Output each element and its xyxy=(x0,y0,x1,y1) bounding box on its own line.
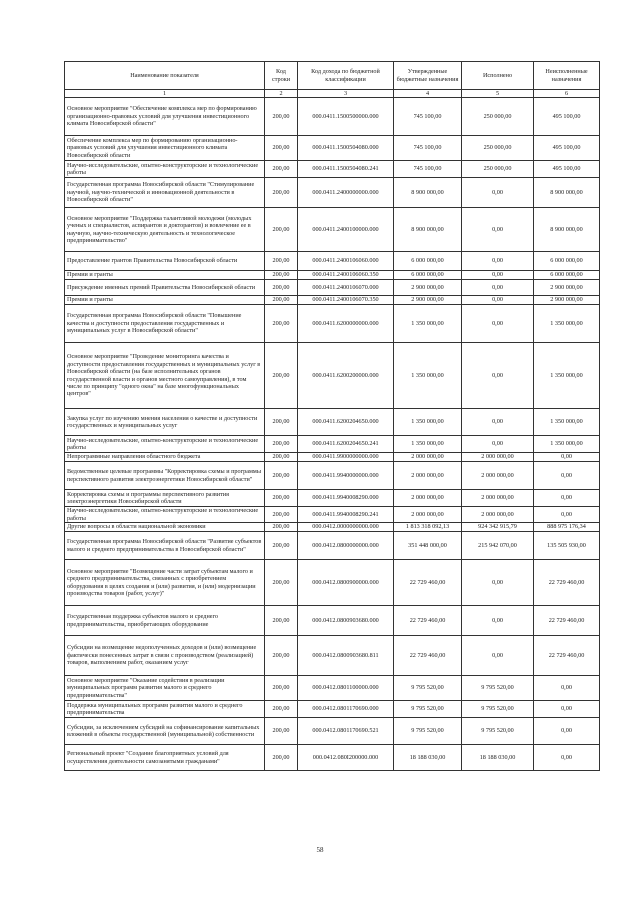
executed-amount-cell: 0,00 xyxy=(462,436,534,453)
unexecuted-amount-cell: 2 900 000,00 xyxy=(534,280,600,296)
table-row xyxy=(65,560,600,606)
executed-amount-cell: 2 000 000,00 xyxy=(462,507,534,523)
approved-amount-cell: 6 000 000,00 xyxy=(394,271,462,280)
income-code-cell: 000.0412.0801170690.521 xyxy=(298,718,394,745)
header-approved: Утвержденные бюджетные назначения xyxy=(394,62,462,90)
line-code-cell: 200,00 xyxy=(265,490,298,507)
unexecuted-amount-cell: 8 900 000,00 xyxy=(534,178,600,208)
table-header-row xyxy=(65,62,600,90)
table-row xyxy=(65,252,600,271)
column-number: 5 xyxy=(462,90,534,98)
executed-amount-cell: 0,00 xyxy=(462,560,534,606)
indicator-name-cell: Другие вопросы в области национальной экономики xyxy=(65,523,265,532)
line-code-cell: 200,00 xyxy=(265,462,298,490)
executed-amount-cell: 9 795 520,00 xyxy=(462,701,534,718)
indicator-name-cell: Премии и гранты xyxy=(65,296,265,305)
line-code-cell: 200,00 xyxy=(265,409,298,436)
unexecuted-amount-cell: 6 000 000,00 xyxy=(534,252,600,271)
table-row xyxy=(65,701,600,718)
table-row xyxy=(65,523,600,532)
line-code-cell: 200,00 xyxy=(265,507,298,523)
table-row xyxy=(65,343,600,409)
income-code-cell: 000.0411.1500504080.241 xyxy=(298,161,394,178)
column-number: 1 xyxy=(65,90,265,98)
income-code-cell: 000.0412.0800903680.000 xyxy=(298,606,394,636)
income-code-cell: 000.0411.6200000000.000 xyxy=(298,305,394,343)
budget-table-container xyxy=(64,61,599,771)
budget-execution-table xyxy=(64,61,600,771)
table-row xyxy=(65,745,600,771)
indicator-name-cell: Корректировка схемы и программы перспективного развития электроэнергетики Новосибирской области xyxy=(65,490,265,507)
executed-amount-cell: 18 188 030,00 xyxy=(462,745,534,771)
income-code-cell: 000.0411.9900000000.000 xyxy=(298,453,394,462)
executed-amount-cell: 250 000,00 xyxy=(462,136,534,161)
executed-amount-cell: 0,00 xyxy=(462,280,534,296)
line-code-cell: 200,00 xyxy=(265,436,298,453)
unexecuted-amount-cell: 0,00 xyxy=(534,701,600,718)
table-body xyxy=(65,98,600,771)
indicator-name-cell: Обеспечение комплекса мер по формированию организационно-правовых условий для улучшения инвестиционного климата Новосибирской области xyxy=(65,136,265,161)
income-code-cell: 000.0411.2400106060.000 xyxy=(298,252,394,271)
approved-amount-cell: 8 900 000,00 xyxy=(394,208,462,252)
indicator-name-cell: Научно-исследовательские, опытно-конструкторские и технологические работы xyxy=(65,507,265,523)
executed-amount-cell: 9 795 520,00 xyxy=(462,676,534,701)
line-code-cell: 200,00 xyxy=(265,745,298,771)
column-number: 4 xyxy=(394,90,462,98)
approved-amount-cell: 2 000 000,00 xyxy=(394,453,462,462)
indicator-name-cell: Научно-исследовательские, опытно-конструкторские и технологические работы xyxy=(65,436,265,453)
approved-amount-cell: 18 188 030,00 xyxy=(394,745,462,771)
unexecuted-amount-cell: 22 729 460,00 xyxy=(534,636,600,676)
header-indicator-name: Наименование показателя xyxy=(65,62,265,90)
indicator-name-cell: Региональный проект "Создание благоприятных условий для осуществления деятельности самозанятыми гражданами" xyxy=(65,745,265,771)
header-executed: Исполнено xyxy=(462,62,534,90)
unexecuted-amount-cell: 1 350 000,00 xyxy=(534,409,600,436)
income-code-cell: 000.0411.2400106070.350 xyxy=(298,296,394,305)
indicator-name-cell: Премии и гранты xyxy=(65,271,265,280)
line-code-cell: 200,00 xyxy=(265,305,298,343)
table-row xyxy=(65,462,600,490)
approved-amount-cell: 9 795 520,00 xyxy=(394,701,462,718)
line-code-cell: 200,00 xyxy=(265,161,298,178)
income-code-cell: 000.0412.0801170690.000 xyxy=(298,701,394,718)
indicator-name-cell: Основное мероприятие "Поддержка талантливой молодежи (молодых ученых и специалистов, аспирантов и докторантов) и вовлечение ее в научную, научно-техническую деятельность и технологическое предпринимательство" xyxy=(65,208,265,252)
unexecuted-amount-cell: 0,00 xyxy=(534,507,600,523)
approved-amount-cell: 2 000 000,00 xyxy=(394,507,462,523)
income-code-cell: 000.0411.2400100000.000 xyxy=(298,208,394,252)
table-row xyxy=(65,532,600,560)
line-code-cell: 200,00 xyxy=(265,606,298,636)
income-code-cell: 000.0411.1500504080.000 xyxy=(298,136,394,161)
indicator-name-cell: Основное мероприятие "Возмещение части затрат субъектам малого и среднего предпринимательства, связанных с приобретением оборудования в целях создания и (или) развития, и (или) модернизации производства товаров (работ, услуг)" xyxy=(65,560,265,606)
table-row xyxy=(65,178,600,208)
indicator-name-cell: Государственная программа Новосибирской области "Повышение качества и доступности предоставления государственных и муниципальных услуг в Новосибирской области" xyxy=(65,305,265,343)
unexecuted-amount-cell: 495 100,00 xyxy=(534,136,600,161)
unexecuted-amount-cell: 22 729 460,00 xyxy=(534,606,600,636)
indicator-name-cell: Государственная программа Новосибирской области "Стимулирование научной, научно-технической и инновационной деятельности в Новосибирской области" xyxy=(65,178,265,208)
approved-amount-cell: 745 100,00 xyxy=(394,98,462,136)
line-code-cell: 200,00 xyxy=(265,676,298,701)
executed-amount-cell: 924 342 915,79 xyxy=(462,523,534,532)
unexecuted-amount-cell: 0,00 xyxy=(534,676,600,701)
line-code-cell: 200,00 xyxy=(265,208,298,252)
income-code-cell: 000.0411.6200204650.000 xyxy=(298,409,394,436)
income-code-cell: 000.0411.6200200000.000 xyxy=(298,343,394,409)
approved-amount-cell: 1 813 318 092,13 xyxy=(394,523,462,532)
executed-amount-cell: 0,00 xyxy=(462,305,534,343)
line-code-cell: 200,00 xyxy=(265,252,298,271)
unexecuted-amount-cell: 6 000 000,00 xyxy=(534,271,600,280)
line-code-cell: 200,00 xyxy=(265,701,298,718)
approved-amount-cell: 6 000 000,00 xyxy=(394,252,462,271)
header-line-code: Код строки xyxy=(265,62,298,90)
indicator-name-cell: Основное мероприятие "Обеспечение комплекса мер по формированию организационно-правовых условий для улучшения инвестиционного климата Новосибирской области" xyxy=(65,98,265,136)
income-code-cell: 000.0412.0800000000.000 xyxy=(298,532,394,560)
executed-amount-cell: 215 942 070,00 xyxy=(462,532,534,560)
line-code-cell: 200,00 xyxy=(265,532,298,560)
table-row xyxy=(65,436,600,453)
unexecuted-amount-cell: 0,00 xyxy=(534,745,600,771)
executed-amount-cell: 0,00 xyxy=(462,271,534,280)
income-code-cell: 000.0412.0800903680.811 xyxy=(298,636,394,676)
table-row xyxy=(65,98,600,136)
column-number: 6 xyxy=(534,90,600,98)
unexecuted-amount-cell: 0,00 xyxy=(534,453,600,462)
table-row xyxy=(65,453,600,462)
column-number: 2 xyxy=(265,90,298,98)
income-code-cell: 000.0411.2400106070.000 xyxy=(298,280,394,296)
line-code-cell: 200,00 xyxy=(265,271,298,280)
table-row xyxy=(65,305,600,343)
table-row xyxy=(65,676,600,701)
line-code-cell: 200,00 xyxy=(265,136,298,161)
approved-amount-cell: 9 795 520,00 xyxy=(394,718,462,745)
unexecuted-amount-cell: 495 100,00 xyxy=(534,161,600,178)
line-code-cell: 200,00 xyxy=(265,343,298,409)
indicator-name-cell: Научно-исследовательские, опытно-конструкторские и технологические работы xyxy=(65,161,265,178)
indicator-name-cell: Субсидии, за исключением субсидий на софинансирование капитальных вложений в объекты государственной (муниципальной) собственности xyxy=(65,718,265,745)
approved-amount-cell: 2 000 000,00 xyxy=(394,462,462,490)
line-code-cell: 200,00 xyxy=(265,560,298,606)
table-row xyxy=(65,271,600,280)
approved-amount-cell: 9 795 520,00 xyxy=(394,676,462,701)
executed-amount-cell: 0,00 xyxy=(462,409,534,436)
income-code-cell: 000.0411.2400106060.350 xyxy=(298,271,394,280)
table-row xyxy=(65,136,600,161)
table-row xyxy=(65,718,600,745)
table-row xyxy=(65,507,600,523)
table-row xyxy=(65,636,600,676)
header-unexecuted: Неисполненные назначения xyxy=(534,62,600,90)
approved-amount-cell: 22 729 460,00 xyxy=(394,636,462,676)
income-code-cell: 000.0411.2400000000.000 xyxy=(298,178,394,208)
unexecuted-amount-cell: 135 505 930,00 xyxy=(534,532,600,560)
approved-amount-cell: 1 350 000,00 xyxy=(394,343,462,409)
unexecuted-amount-cell: 0,00 xyxy=(534,462,600,490)
approved-amount-cell: 2 900 000,00 xyxy=(394,280,462,296)
income-code-cell: 000.0412.0800900000.000 xyxy=(298,560,394,606)
line-code-cell: 200,00 xyxy=(265,296,298,305)
income-code-cell: 000.0412.0801100000.000 xyxy=(298,676,394,701)
approved-amount-cell: 351 448 000,00 xyxy=(394,532,462,560)
line-code-cell: 200,00 xyxy=(265,280,298,296)
line-code-cell: 200,00 xyxy=(265,453,298,462)
executed-amount-cell: 0,00 xyxy=(462,296,534,305)
income-code-cell: 000.0412.080I200000.000 xyxy=(298,745,394,771)
executed-amount-cell: 2 000 000,00 xyxy=(462,462,534,490)
column-number: 3 xyxy=(298,90,394,98)
column-number-row xyxy=(65,90,600,98)
indicator-name-cell: Государственная поддержка субъектов малого и среднего предпринимательства, приобретающих оборудование xyxy=(65,606,265,636)
approved-amount-cell: 22 729 460,00 xyxy=(394,560,462,606)
income-code-cell: 000.0412.0000000000.000 xyxy=(298,523,394,532)
header-income-code: Код дохода по бюджетной классификации xyxy=(298,62,394,90)
table-row xyxy=(65,296,600,305)
table-row xyxy=(65,490,600,507)
income-code-cell: 000.0411.9940008290.241 xyxy=(298,507,394,523)
indicator-name-cell: Поддержка муниципальных программ развития малого и среднего предпринимательства xyxy=(65,701,265,718)
page-number: 58 xyxy=(316,846,324,854)
approved-amount-cell: 1 350 000,00 xyxy=(394,305,462,343)
executed-amount-cell: 2 000 000,00 xyxy=(462,490,534,507)
executed-amount-cell: 0,00 xyxy=(462,606,534,636)
indicator-name-cell: Закупка услуг по изучению мнения населения о качестве и доступности государственных и муниципальных услуг xyxy=(65,409,265,436)
approved-amount-cell: 745 100,00 xyxy=(394,161,462,178)
approved-amount-cell: 22 729 460,00 xyxy=(394,606,462,636)
executed-amount-cell: 0,00 xyxy=(462,636,534,676)
executed-amount-cell: 0,00 xyxy=(462,252,534,271)
unexecuted-amount-cell: 8 900 000,00 xyxy=(534,208,600,252)
executed-amount-cell: 250 000,00 xyxy=(462,98,534,136)
approved-amount-cell: 1 350 000,00 xyxy=(394,409,462,436)
approved-amount-cell: 2 900 000,00 xyxy=(394,296,462,305)
unexecuted-amount-cell: 888 975 176,34 xyxy=(534,523,600,532)
table-row xyxy=(65,208,600,252)
line-code-cell: 200,00 xyxy=(265,636,298,676)
approved-amount-cell: 8 900 000,00 xyxy=(394,178,462,208)
line-code-cell: 200,00 xyxy=(265,178,298,208)
approved-amount-cell: 2 000 000,00 xyxy=(394,490,462,507)
line-code-cell: 200,00 xyxy=(265,98,298,136)
indicator-name-cell: Государственная программа Новосибирской области "Развитие субъектов малого и среднего предпринимательства в Новосибирской области" xyxy=(65,532,265,560)
executed-amount-cell: 0,00 xyxy=(462,343,534,409)
unexecuted-amount-cell: 1 350 000,00 xyxy=(534,436,600,453)
indicator-name-cell: Ведомственные целевые программы "Корректировка схемы и программы перспективного развития электроэнергетики Новосибирской области" xyxy=(65,462,265,490)
indicator-name-cell: Непрограммные направления областного бюджета xyxy=(65,453,265,462)
unexecuted-amount-cell: 0,00 xyxy=(534,490,600,507)
executed-amount-cell: 0,00 xyxy=(462,208,534,252)
table-row xyxy=(65,409,600,436)
indicator-name-cell: Присуждение именных премий Правительства Новосибирской области xyxy=(65,280,265,296)
approved-amount-cell: 745 100,00 xyxy=(394,136,462,161)
executed-amount-cell: 9 795 520,00 xyxy=(462,718,534,745)
approved-amount-cell: 1 350 000,00 xyxy=(394,436,462,453)
executed-amount-cell: 2 000 000,00 xyxy=(462,453,534,462)
unexecuted-amount-cell: 1 350 000,00 xyxy=(534,343,600,409)
line-code-cell: 200,00 xyxy=(265,523,298,532)
executed-amount-cell: 250 000,00 xyxy=(462,161,534,178)
income-code-cell: 000.0411.9940000000.000 xyxy=(298,462,394,490)
income-code-cell: 000.0411.6200204650.241 xyxy=(298,436,394,453)
table-row xyxy=(65,161,600,178)
unexecuted-amount-cell: 22 729 460,00 xyxy=(534,560,600,606)
line-code-cell: 200,00 xyxy=(265,718,298,745)
indicator-name-cell: Основное мероприятие "Проведение мониторинга качества и доступности предоставления государственных и муниципальных услуг в Новосибирской области (на базе исполнительных органов государственной власти и органов местного самоуправления), в том числе по принципу "одного окна" на базе многофункциональных центров" xyxy=(65,343,265,409)
unexecuted-amount-cell: 0,00 xyxy=(534,718,600,745)
executed-amount-cell: 0,00 xyxy=(462,178,534,208)
indicator-name-cell: Основное мероприятие "Оказание содействия в реализации муниципальных программ развития малого и среднего предпринимательства" xyxy=(65,676,265,701)
unexecuted-amount-cell: 1 350 000,00 xyxy=(534,305,600,343)
income-code-cell: 000.0411.1500500000.000 xyxy=(298,98,394,136)
indicator-name-cell: Предоставление грантов Правительства Новосибирской области xyxy=(65,252,265,271)
unexecuted-amount-cell: 495 100,00 xyxy=(534,98,600,136)
indicator-name-cell: Субсидии на возмещение недополученных доходов и (или) возмещение фактически понесенных затрат в связи с производством (реализацией) товаров, выполнением работ, оказанием услуг xyxy=(65,636,265,676)
income-code-cell: 000.0411.9940008290.000 xyxy=(298,490,394,507)
unexecuted-amount-cell: 2 900 000,00 xyxy=(534,296,600,305)
table-row xyxy=(65,280,600,296)
table-row xyxy=(65,606,600,636)
